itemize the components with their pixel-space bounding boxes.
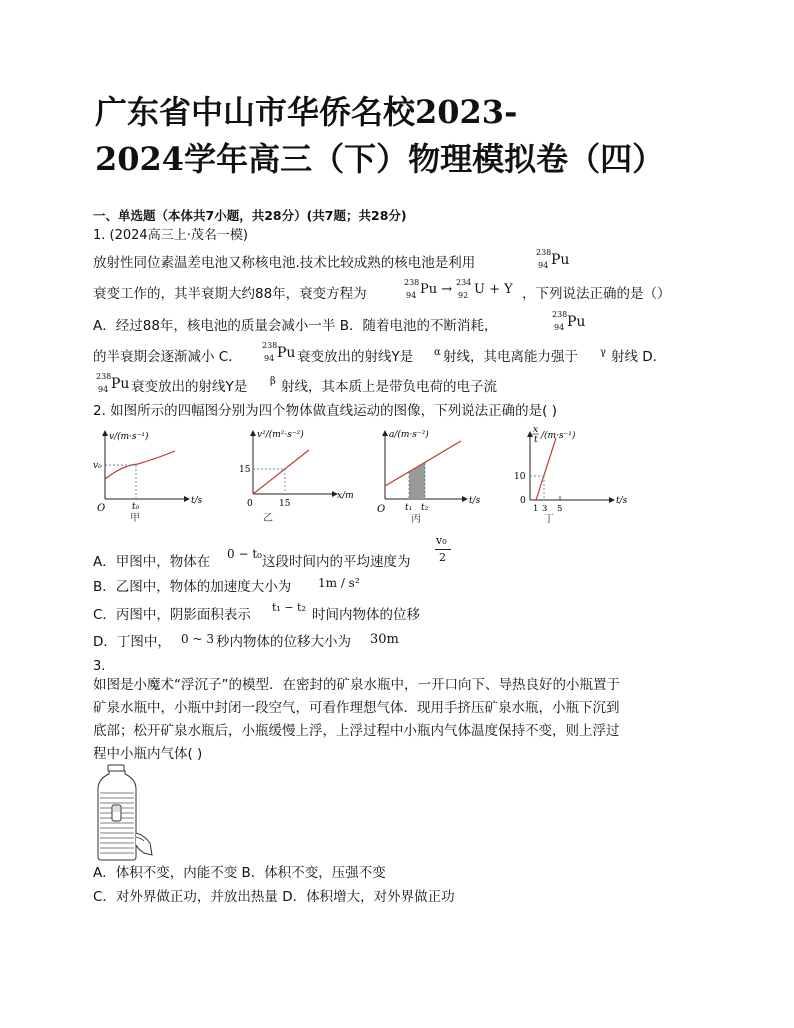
q2-option-a-frac-bar [435, 549, 451, 550]
q1-gamma-symbol: γ [600, 347, 606, 358]
bottle-figure [92, 763, 154, 863]
q1-line4b: 衰变放出的射线Y是 [297, 349, 414, 365]
q1-nuclide-pu-2: 238 94 Pu [552, 310, 586, 332]
q3-paragraph-line2: 矿泉水瓶中，小瓶中封闭一段空气，可看作理想气体．现用手挤压矿泉水瓶，小瓶下沉到 [93, 700, 620, 716]
q2-option-a: A．甲图中，物体在 [93, 554, 211, 570]
q3-options-cd: C．对外界做正功，并放出热量 D．体积增大，对外界做正功 [93, 889, 455, 905]
q2-option-a-math: 0 − t₀ [227, 547, 262, 561]
q3-number: 3. [93, 659, 106, 674]
graph-yi-15x: 15 [279, 499, 291, 509]
graph-yi-name: 乙 [263, 513, 273, 524]
graph-ding-frac-bot: t [534, 435, 538, 445]
graph-yi-ylabel: v²/(m²·s⁻²) [257, 430, 304, 440]
q2-option-c-math: t₁ − t₂ [272, 601, 306, 614]
graph-jia-t0: t₀ [132, 502, 140, 512]
v2-x-line [253, 450, 309, 494]
graph-ding-frac-top: x [533, 425, 539, 435]
q2-option-b-math: 1m / s² [318, 576, 360, 590]
graph-bing [373, 425, 498, 525]
graph-jia-name: 甲 [130, 513, 140, 524]
graph-ding [508, 420, 633, 525]
graph-ding-x1: 1 [533, 504, 539, 514]
q3-paragraph-line1: 如图是小魔术“浮沉子”的模型．在密封的矿泉水瓶中，一开口向下、导热良好的小瓶置于 [93, 677, 620, 693]
q1-alpha-symbol: α [434, 347, 441, 358]
q1-line1: 放射性同位素温差电池又称核电池.技术比较成熟的核电池是利用 [93, 255, 476, 271]
graph-bing-origin: O [377, 504, 386, 515]
q1-line4d: 射线 D． [611, 349, 667, 365]
graph-jia [93, 425, 218, 525]
graph-bing-t2: t₂ [421, 503, 429, 513]
q1-nuclide-pu-4: 238 94 Pu [96, 372, 130, 394]
graph-yi-15y: 15 [239, 465, 251, 475]
graph-ding-10: 10 [514, 472, 526, 482]
q1-source: 1. (2024高三上·茂名一模) [93, 228, 248, 243]
q1-line4a: 的半衰期会逐渐减小 C． [93, 349, 242, 365]
q1-beta-symbol: β [270, 376, 276, 387]
page-title-line1: 广东省中山市华侨名校2023- [95, 93, 518, 131]
section-heading: 一、单选题（本体共7小题，共28分）(共7题；共28分) [93, 208, 407, 223]
graph-bing-t1: t₁ [405, 503, 413, 513]
q1-line5a: 衰变放出的射线Y是 [131, 379, 248, 395]
q2-option-c-b: 时间内物体的位移 [312, 607, 420, 623]
q1-line2a: 衰变工作的，其半衰期大约88年，衰变方程为 [93, 286, 367, 302]
graph-yi-origin: 0 [247, 499, 253, 509]
graph-jia-xlabel: t/s [191, 496, 203, 506]
q2-option-d-math2: 30m [370, 632, 399, 647]
q1-line2b: ，下列说法正确的是（） [522, 286, 671, 302]
q2-option-a-b: 这段时间内的平均速度为 [262, 554, 411, 570]
hand [136, 833, 152, 855]
graph-jia-ylabel: v/(m·s⁻¹) [109, 432, 149, 442]
q1-options-ab: A．经过88年，核电池的质量会减小一半 B．随着电池的不断消耗， [93, 318, 498, 334]
q3-paragraph-line3: 底部；松开矿泉水瓶后，小瓶缓慢上浮，上浮过程中小瓶内气体温度保持不变，则上浮过 [93, 723, 620, 739]
graph-bing-name: 丙 [411, 514, 421, 525]
graph-ding-ylabel: /(m·s⁻¹) [541, 431, 576, 441]
q1-equation: 238 94 Pu → 234 92 U + Y [404, 278, 513, 300]
graph-ding-xlabel: t/s [616, 496, 628, 506]
q2-option-c: C．丙图中，阴影面积表示 [93, 607, 251, 623]
q3-options-ab: A．体积不变，内能不变 B．体积不变，压强不变 [93, 865, 386, 881]
q1-nuclide-pu-1: 238 94 Pu [536, 248, 570, 270]
graph-ding-origin: 0 [520, 496, 526, 506]
graph-bing-xlabel: t/s [469, 496, 481, 506]
q2-stem: 2. 如图所示的四幅图分别为四个物体做直线运动的图像，下列说法正确的是( ) [93, 403, 557, 419]
graph-ding-x5: 5 [557, 504, 563, 514]
q2-option-d-math: 0 ~ 3 [181, 632, 214, 646]
graph-bing-ylabel: a/(m·s⁻²) [389, 430, 429, 440]
q2-option-b: B．乙图中，物体的加速度大小为 [93, 579, 292, 595]
shaded-area [409, 463, 425, 499]
q2-option-d-b: 秒内物体的位移大小为 [216, 634, 351, 650]
graph-yi [241, 425, 366, 525]
xt-line [536, 438, 556, 500]
q2-option-a-frac-bot: 2 [439, 551, 446, 564]
q1-line5b: 射线，其本质上是带负电荷的电子流 [281, 379, 497, 395]
q3-paragraph-line4: 程中小瓶内气体( ) [93, 746, 203, 762]
graph-yi-xlabel: x/m [337, 491, 354, 501]
q1-line4c: 射线，其电离能力强于 [443, 349, 578, 365]
page-title-line2: 2024学年高三（下）物理模拟卷（四） [95, 140, 665, 178]
velocity-curve [105, 451, 175, 479]
graph-ding-x3: 3 [542, 504, 548, 514]
graph-jia-v0: v₀ [93, 461, 102, 471]
q2-option-d: D．丁图中， [93, 634, 171, 650]
graph-jia-origin: O [97, 503, 106, 514]
graph-ding-name: 丁 [544, 514, 554, 525]
q1-nuclide-pu-3: 238 94 Pu [262, 341, 296, 363]
q2-option-a-frac-top: v₀ [436, 534, 447, 547]
